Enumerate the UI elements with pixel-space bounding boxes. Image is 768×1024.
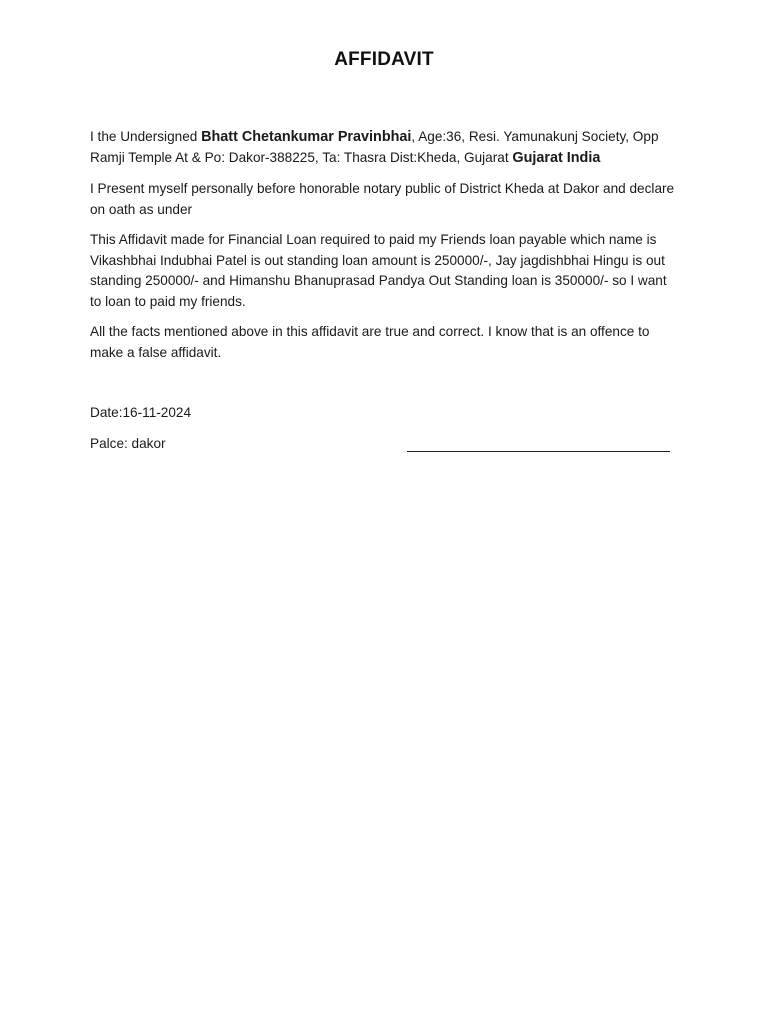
document-title: AFFIDAVIT — [334, 49, 434, 70]
date-line: Date:16-11-2024 — [90, 405, 192, 420]
declarant-paragraph — [90, 127, 680, 168]
loan-paragraph: This Affidavit made for Financial Loan required to paid my Friends loan payable which name is Vikashbhai Indubhai Patel is out standing loan amount is 250000/-, Jay jagdishbhai Hingu is out standing 250000/- and Himanshu Bhanuprasad Pandya Out Standing loan is 350000/- so I want to loan to paid my friends. — [90, 232, 667, 309]
declarant-prefix: I the Undersigned — [90, 129, 202, 144]
declaration-paragraph: All the facts mentioned above in this affidavit are true and correct. I know that is an offence to make a false affidavit. — [90, 324, 650, 360]
declarant-region: Gujarat India — [512, 149, 601, 166]
signature-line — [407, 451, 670, 452]
declarant-details: , Age:36, Resi. Yamunakunj Society, Opp Ramji Temple At & Po: Dakor-388225, Ta: Thasra Dist:Kheda, Gujarat — [90, 129, 659, 165]
declarant-name: Bhatt Chetankumar Pravinbhai — [201, 129, 412, 145]
place-line: Palce: dakor — [90, 436, 166, 451]
oath-paragraph: I Present myself personally before honorable notary public of District Kheda at Dakor and declare on oath as under — [90, 181, 675, 217]
